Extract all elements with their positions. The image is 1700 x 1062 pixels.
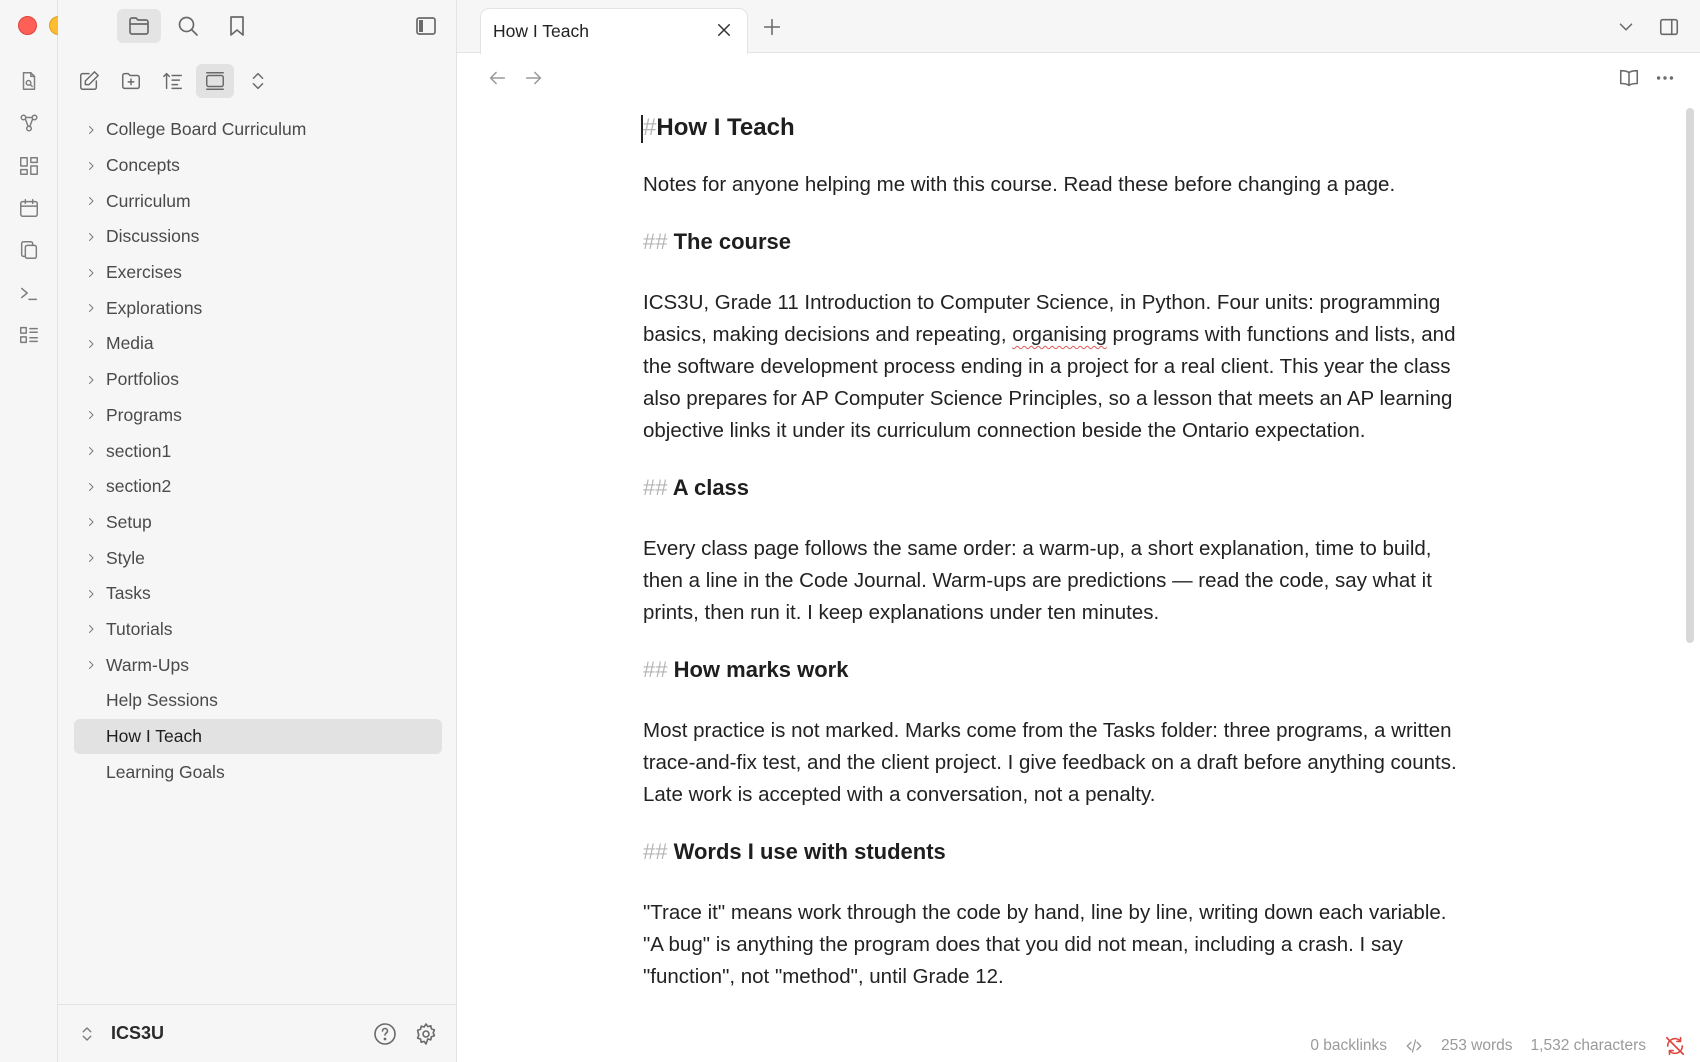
canvas-icon[interactable] bbox=[17, 154, 41, 178]
tree-item-label: Help Sessions bbox=[106, 690, 218, 711]
marks-paragraph[interactable]: Most practice is not marked. Marks come from the Tasks folder: three programs, a written trace-and-fix test, and the client project. I give feedback on a draft before anything counts. Late work is accepted with a conversation, not a penalty. bbox=[643, 719, 1457, 806]
chevron-right-icon[interactable] bbox=[84, 587, 98, 601]
intro-paragraph[interactable]: Notes for anyone helping me with this course. Read these before changing a page. bbox=[643, 173, 1396, 196]
text-cursor bbox=[641, 115, 643, 143]
right-sidebar-toggle-icon[interactable] bbox=[1656, 14, 1682, 40]
tree-folder[interactable] bbox=[74, 326, 442, 362]
chevron-right-icon[interactable] bbox=[84, 373, 98, 387]
sidebar-toggle-icon[interactable] bbox=[404, 9, 448, 43]
tree-item-label: Explorations bbox=[106, 297, 203, 318]
backlinks-count[interactable]: 0 backlinks bbox=[1310, 1037, 1388, 1054]
tree-folder[interactable] bbox=[74, 255, 442, 291]
chevron-right-icon[interactable] bbox=[84, 123, 98, 137]
new-folder-icon[interactable] bbox=[112, 64, 150, 98]
words-paragraph[interactable]: "Trace it" means work through the code by hand, line by line, writing down each variable. "A bug" is anything the program does that you did not mean, including a crash. I say "function", not "method", until Grade 12. bbox=[643, 901, 1447, 988]
note-editor[interactable] bbox=[643, 112, 1463, 993]
tree-item-label: Tutorials bbox=[106, 618, 173, 639]
file-explorer-sidebar bbox=[58, 0, 457, 1062]
new-note-icon[interactable] bbox=[70, 64, 108, 98]
tree-item-label: Portfolios bbox=[106, 369, 179, 390]
chevron-right-icon[interactable] bbox=[84, 480, 98, 494]
daily-notes-icon[interactable] bbox=[17, 196, 41, 220]
heading-text: Words I use with students bbox=[673, 839, 946, 864]
tree-item-label: College Board Curriculum bbox=[106, 119, 307, 140]
tree-item-label: Tasks bbox=[106, 583, 151, 604]
note-title-text: How I Teach bbox=[656, 114, 795, 141]
chevron-right-icon[interactable] bbox=[84, 230, 98, 244]
sync-error-icon[interactable] bbox=[1664, 1035, 1686, 1057]
heading-the-course[interactable] bbox=[643, 226, 1463, 258]
sort-icon[interactable] bbox=[154, 64, 192, 98]
command-palette-icon[interactable] bbox=[17, 281, 41, 305]
tree-folder[interactable] bbox=[74, 219, 442, 255]
bookmark-icon[interactable] bbox=[215, 9, 259, 43]
chevron-right-icon[interactable] bbox=[84, 337, 98, 351]
heading-text: How marks work bbox=[673, 657, 849, 682]
tab-how-i-teach[interactable] bbox=[480, 8, 748, 54]
folder-icon[interactable] bbox=[117, 9, 161, 43]
editor-pane bbox=[457, 0, 1700, 1062]
heading-how-marks-work[interactable] bbox=[643, 654, 1463, 686]
h2-markdown-mark: ## bbox=[643, 657, 668, 682]
tab-bar bbox=[457, 0, 1700, 53]
close-icon[interactable] bbox=[715, 21, 735, 41]
settings-gear-icon[interactable] bbox=[414, 1022, 438, 1046]
tree-folder[interactable] bbox=[74, 398, 442, 434]
note-title[interactable] bbox=[643, 112, 1463, 144]
reading-view-book-icon[interactable] bbox=[1615, 64, 1643, 92]
tree-folder[interactable] bbox=[74, 290, 442, 326]
file-tree bbox=[74, 112, 442, 790]
tree-item-label: section2 bbox=[106, 476, 172, 497]
tab-title[interactable]: How I Teach bbox=[493, 21, 589, 41]
course-paragraph[interactable] bbox=[643, 287, 1463, 447]
graph-view-icon[interactable] bbox=[17, 111, 41, 135]
vault-switcher[interactable] bbox=[58, 1004, 457, 1062]
tree-item-label: Media bbox=[106, 333, 154, 354]
vault-name[interactable]: ICS3U bbox=[111, 1023, 165, 1043]
chevron-right-icon[interactable] bbox=[84, 622, 98, 636]
h2-markdown-mark: ## bbox=[643, 839, 668, 864]
chevron-right-icon[interactable] bbox=[84, 444, 98, 458]
chevron-right-icon[interactable] bbox=[84, 515, 98, 529]
close-window-button[interactable] bbox=[18, 16, 37, 35]
tree-item-label: Style bbox=[106, 547, 145, 568]
tree-file[interactable] bbox=[74, 719, 442, 755]
course-text-part1: ICS3U, Grade 11 Introduction to Computer Science, in Python. Four units: programming basics, making decisions and repeating, bbox=[643, 291, 1441, 346]
vault-switch-icon[interactable] bbox=[78, 1025, 96, 1043]
tree-file[interactable] bbox=[74, 683, 442, 719]
course-text-part2: programs with functions and lists, and the software development process ending in a project for a real client. This year the class also prepares for AP Computer Science Principles, so a lesson that meets an AP learning objective links it under its curriculum connection beside the Ontario expectation. bbox=[643, 323, 1456, 442]
new-tab-plus-icon[interactable] bbox=[759, 14, 785, 40]
editor-scrollbar[interactable] bbox=[1686, 108, 1694, 643]
tree-folder[interactable] bbox=[74, 647, 442, 683]
tree-item-label: Concepts bbox=[106, 155, 180, 176]
chevron-right-icon[interactable] bbox=[84, 408, 98, 422]
tree-folder[interactable] bbox=[74, 112, 442, 148]
tree-item-label: Warm-Ups bbox=[106, 654, 189, 675]
search-icon[interactable] bbox=[166, 9, 210, 43]
help-icon[interactable] bbox=[373, 1022, 397, 1046]
bases-icon[interactable] bbox=[17, 323, 41, 347]
tree-item-label: Setup bbox=[106, 511, 152, 532]
chevron-right-icon[interactable] bbox=[84, 658, 98, 672]
chevron-right-icon[interactable] bbox=[84, 301, 98, 315]
tree-item-label: Curriculum bbox=[106, 190, 191, 211]
source-mode-code-icon[interactable] bbox=[1405, 1037, 1423, 1055]
more-options-icon[interactable] bbox=[1651, 64, 1679, 92]
tree-item-label: Learning Goals bbox=[106, 761, 225, 782]
tree-folder[interactable] bbox=[74, 183, 442, 219]
tree-folder[interactable] bbox=[74, 612, 442, 648]
status-bar bbox=[1292, 1030, 1700, 1062]
spellcheck-flagged-word[interactable]: organising bbox=[1012, 323, 1107, 346]
word-count: 253 words bbox=[1441, 1037, 1513, 1054]
heading-a-class[interactable] bbox=[643, 472, 1463, 504]
class-paragraph[interactable]: Every class page follows the same order: a warm-up, a short explanation, time to build, then a line in the Code Journal. Warm-ups are predictions — read the code, say what it prints, then run it. I keep explanations under ten minutes. bbox=[643, 537, 1432, 624]
chevron-right-icon[interactable] bbox=[84, 159, 98, 173]
character-count: 1,532 characters bbox=[1530, 1037, 1646, 1054]
chevron-right-icon[interactable] bbox=[84, 551, 98, 565]
tree-folder[interactable] bbox=[74, 505, 442, 541]
tree-folder[interactable] bbox=[74, 362, 442, 398]
forward-arrow-icon[interactable] bbox=[520, 64, 548, 92]
tree-folder[interactable] bbox=[74, 433, 442, 469]
chevron-right-icon[interactable] bbox=[84, 194, 98, 208]
collapse-all-icon[interactable] bbox=[239, 64, 277, 98]
h2-markdown-mark: ## bbox=[643, 475, 668, 500]
tree-item-label: Discussions bbox=[106, 226, 200, 247]
templates-icon[interactable] bbox=[17, 238, 41, 262]
tree-folder[interactable] bbox=[74, 576, 442, 612]
tree-folder[interactable] bbox=[74, 540, 442, 576]
chevron-down-icon[interactable] bbox=[1613, 14, 1639, 40]
ribbon bbox=[0, 0, 58, 1062]
auto-reveal-icon[interactable] bbox=[196, 64, 234, 98]
heading-text: A class bbox=[672, 475, 750, 500]
heading-text: The course bbox=[673, 229, 791, 254]
tree-folder[interactable] bbox=[74, 469, 442, 505]
back-arrow-icon[interactable] bbox=[483, 64, 511, 92]
tree-item-label: section1 bbox=[106, 440, 172, 461]
open-quick-switcher-icon[interactable] bbox=[17, 69, 41, 93]
h2-markdown-mark: ## bbox=[643, 229, 668, 254]
tree-file[interactable] bbox=[74, 754, 442, 790]
heading-words-i-use[interactable] bbox=[643, 836, 1463, 868]
tree-folder[interactable] bbox=[74, 148, 442, 184]
tree-item-label: Programs bbox=[106, 404, 182, 425]
chevron-right-icon[interactable] bbox=[84, 266, 98, 280]
tree-item-label: Exercises bbox=[106, 262, 182, 283]
tree-item-label: How I Teach bbox=[106, 726, 202, 747]
h1-markdown-mark: # bbox=[643, 114, 657, 141]
